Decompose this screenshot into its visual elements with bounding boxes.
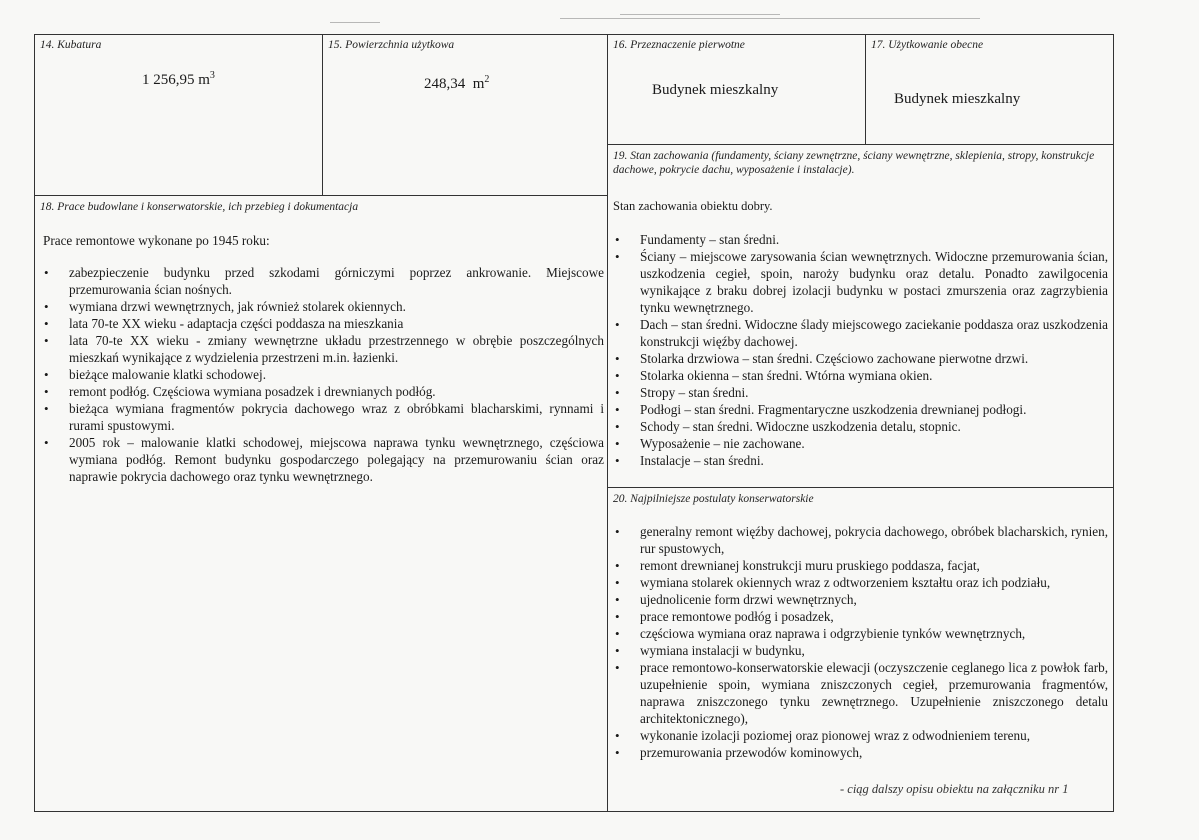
condition-list bbox=[614, 231, 1108, 469]
divider-19-20 bbox=[607, 487, 1114, 488]
divider-center bbox=[607, 34, 608, 812]
list-item: • Stolarka okienna – stan średni. Wtórna wymiana okien. bbox=[614, 367, 1108, 384]
left-border bbox=[34, 34, 35, 812]
list-item: • Fundamenty – stan średni. bbox=[614, 231, 1108, 248]
box14-label: 14. Kubatura bbox=[40, 39, 102, 51]
list-item: • wykonanie izolacji poziomej oraz pionowej wraz z odwodnieniem terenu, bbox=[614, 727, 1108, 744]
list-item: • Stolarka drzwiowa – stan średni. Częściowo zachowane pierwotne drzwi. bbox=[614, 350, 1108, 367]
list-item: • lata 70-te XX wieku - zmiany wewnętrzne układu przestrzennego w obrębie poszczególnych mieszkań wynikające z wydzielenia przestrzeni m.in. łazienki. bbox=[43, 332, 604, 366]
list-item: • przemurowania przewodów kominowych, bbox=[614, 744, 1108, 761]
list-item: • Instalacje – stan średni. bbox=[614, 452, 1108, 469]
list-item: • Stropy – stan średni. bbox=[614, 384, 1108, 401]
list-item: • remont podłóg. Częściowa wymiana posadzek i drewnianych podłóg. bbox=[43, 383, 604, 400]
works-list bbox=[43, 264, 604, 485]
list-item: • Dach – stan średni. Widoczne ślady miejscowego zaciekanie poddasza oraz uszkodzenia konstrukcji więźby dachowej. bbox=[614, 316, 1108, 350]
list-item: • ujednolicenie form drzwi wewnętrznych, bbox=[614, 591, 1108, 608]
box16-label: 16. Przeznaczenie pierwotne bbox=[613, 39, 745, 51]
list-item: • remont drewnianej konstrukcji muru pruskiego poddasza, facjat, bbox=[614, 557, 1108, 574]
right-border-upper bbox=[1113, 34, 1114, 811]
volume-unit-exponent: 3 bbox=[209, 70, 215, 81]
list-item: • generalny remont więźby dachowej, pokrycia dachowego, obróbek blacharskich, rynien, rur spustowych, bbox=[614, 523, 1108, 557]
list-item: • bieżąca wymiana fragmentów pokrycia dachowego wraz z obróbkami blacharskimi, rynnami i rurami spustowymi. bbox=[43, 400, 604, 434]
list-item: • zabezpieczenie budynku przed szkodami górniczymi poprzez ankrowanie. Miejscowe przemurowania ścian nośnych. bbox=[43, 264, 604, 298]
box19-label: 19. Stan zachowania (fundamenty, ściany zewnętrzne, ściany wewnętrzne, sklepienia, stropy, konstrukcje dachowe, pokrycie dachu, wyposażenie i instalacje). bbox=[613, 150, 1095, 176]
list-item: • Podłogi – stan średni. Fragmentaryczne uszkodzenia drewnianej podłogi. bbox=[614, 401, 1108, 418]
box17-label: 17. Użytkowanie obecne bbox=[871, 39, 984, 51]
works-intro: Prace remontowe wykonane po 1945 roku: bbox=[43, 233, 270, 248]
continuation-note: - ciąg dalszy opisu obiektu na załączniku nr 1 bbox=[840, 782, 1069, 796]
bottom-border bbox=[34, 811, 1114, 812]
list-item: • wymiana drzwi wewnętrznych, jak również stolarek okiennych. bbox=[43, 298, 604, 315]
list-item: • częściowa wymiana oraz naprawa i odgrzybienie tynków wewnętrznych, bbox=[614, 625, 1108, 642]
current-use-value: Budynek mieszkalny bbox=[894, 91, 1021, 107]
box15-label: 15. Powierzchnia użytkowa bbox=[328, 39, 455, 51]
list-item: • wymiana stolarek okiennych wraz z odtworzeniem kształtu oraz ich podziału, bbox=[614, 574, 1108, 591]
volume-number: 1 256,95 m bbox=[142, 72, 210, 88]
list-item: • wymiana instalacji w budynku, bbox=[614, 642, 1108, 659]
list-item: • Schody – stan średni. Widoczne uszkodzenia detalu, stopnic. bbox=[614, 418, 1108, 435]
list-item: • 2005 rok – malowanie klatki schodowej, miejscowa naprawa tynku wewnętrznego, częściowa wymiana podłóg. Remont budynku gospodarczego polegający na przemurowaniu ścian oraz naprawie pokrycia dachowego oraz tynku wewnętrznego. bbox=[43, 434, 604, 485]
original-purpose-value: Budynek mieszkalny bbox=[652, 82, 779, 98]
list-item: • bieżące malowanie klatki schodowej. bbox=[43, 366, 604, 383]
area-number: 248,34 m bbox=[424, 76, 485, 92]
area-value bbox=[424, 74, 489, 93]
divider-16-17 bbox=[865, 34, 866, 145]
list-item: • lata 70-te XX wieku - adaptacja części poddasza na mieszkania bbox=[43, 315, 604, 332]
divider-17-19 bbox=[607, 144, 1114, 145]
postulates-list bbox=[614, 523, 1108, 761]
list-item: • prace remontowo-konserwatorskie elewacji (oczyszczenie ceglanego lica z powłok farb, uzupełnienie spoin, wymiana zniszczonych cegieł, przemurowania fragmentów, naprawa zniszczonego tynku zewnętrznego. Uzupełnienie zniszczonego detalu architektonicznego), bbox=[614, 659, 1108, 727]
list-item: • prace remontowe podłóg i posadzek, bbox=[614, 608, 1108, 625]
list-item: • Ściany – miejscowe zarysowania ścian wewnętrznych. Widoczne przemurowania ścian, uszkodzenia cegieł, spoin, naroży budynku oraz detalu. Ponadto zawilgocenia wynikające z braku dobrej izolacji budynku w postaci zmurszenia oraz zagrzybienia tynku wewnętrznego. bbox=[614, 248, 1108, 316]
scan-mark bbox=[330, 22, 380, 23]
list-item: • Wyposażenie – nie zachowane. bbox=[614, 435, 1108, 452]
box20-label: 20. Najpilniejsze postulaty konserwatorskie bbox=[613, 493, 814, 505]
divider-14-15 bbox=[322, 34, 323, 196]
volume-value bbox=[142, 70, 215, 89]
area-unit-exponent: 2 bbox=[484, 74, 490, 85]
box18-label: 18. Prace budowlane i konserwatorskie, ich przebieg i dokumentacja bbox=[40, 201, 359, 213]
condition-intro: Stan zachowania obiektu dobry. bbox=[613, 199, 773, 213]
top-border bbox=[34, 34, 1114, 35]
divider-15-18 bbox=[34, 195, 608, 196]
scan-mark bbox=[560, 18, 980, 19]
scan-mark bbox=[620, 14, 780, 15]
